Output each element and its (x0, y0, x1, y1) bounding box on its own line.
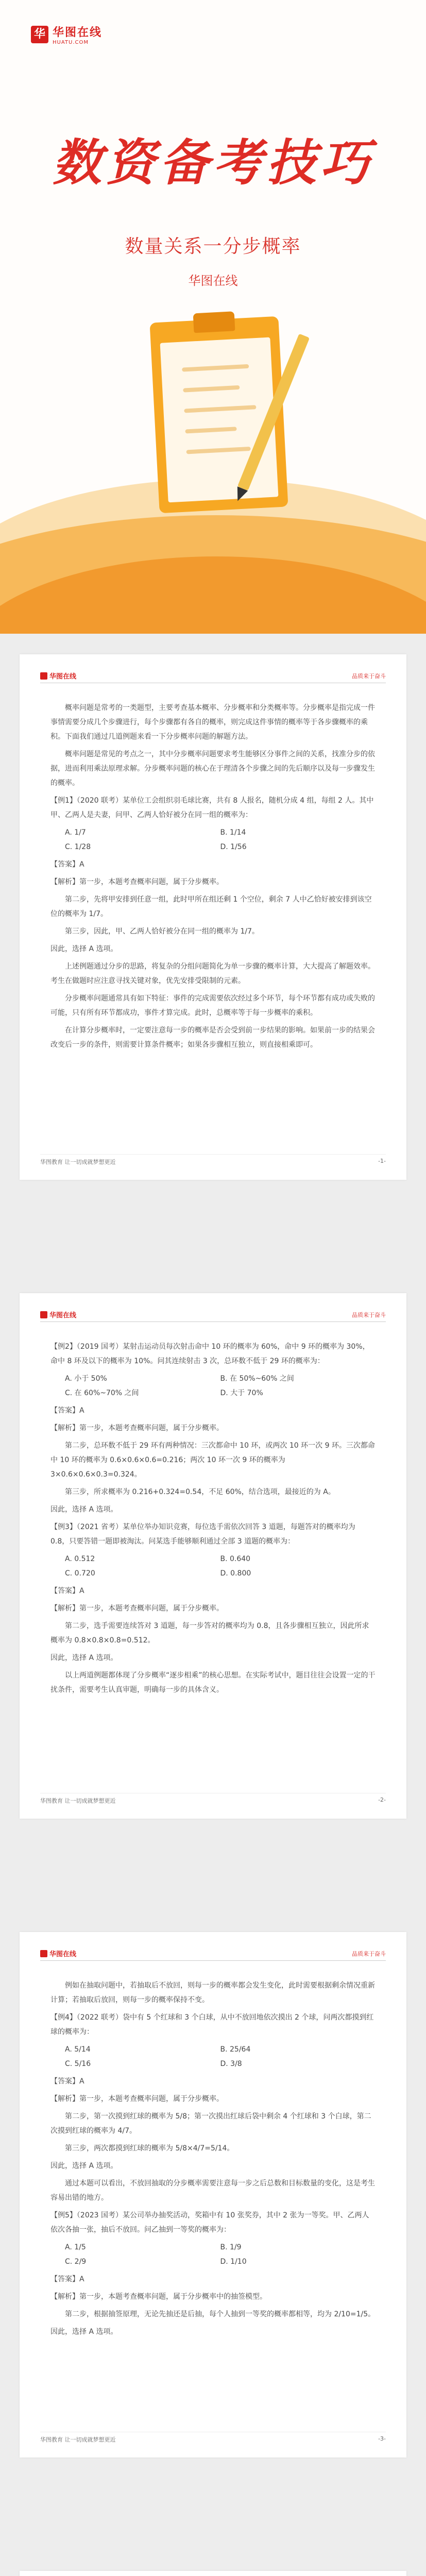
page-body (50, 701, 376, 1055)
question-line: 【例3】（2021 省考）某单位举办知识竞赛，每位选手需依次回答 3 道题，每题答对的概率均为 0.8，只要答错一题即被淘汰。问某选手能够顺利通过全部 3 道题的概率为： (50, 1523, 355, 1546)
paragraph: 上述例题通过分步的思路，将复杂的分组问题简化为单一步骤的概率计算，大大提高了解题效率。考生在做题时应注意寻找关键对象，优先安排受限制的元素。 (50, 962, 375, 985)
question-line: 因此，选择 A 选项。 (50, 2328, 118, 2336)
paragraph: 通过本题可以看出，不放回抽取的分步概率需要注意每一步之后总数和目标数量的变化，这是考生容易出错的地方。 (50, 2179, 375, 2202)
answer-option: C. 0.720 (65, 1569, 95, 1578)
question-line: 【解析】第一步，本题考查概率问题，属于分步概率中的抽签模型。 (50, 2293, 267, 2301)
answer-option: D. 3/8 (220, 2060, 242, 2068)
answer-option: A. 1/7 (65, 828, 86, 837)
page-header-logo (40, 671, 76, 681)
brand-mark-icon (40, 1311, 47, 1318)
page-body (50, 1340, 376, 1700)
page-header (40, 1309, 386, 1322)
question-line: 【答案】A (50, 1587, 84, 1595)
page-footer (40, 2432, 386, 2444)
cover-subtitle: 数量关系一分步概率 (125, 236, 301, 257)
answer-option: D. 1/56 (220, 843, 247, 851)
question-line: 【解析】第一步，本题考查概率问题，属于分步概率。 (50, 1604, 224, 1613)
question-line: 【答案】A (50, 2275, 84, 2283)
question-line: 【答案】A (50, 2077, 84, 2086)
brand-logo-mark: 华 (31, 26, 48, 43)
brand-mark-icon (40, 1950, 47, 1957)
document-page (20, 2571, 406, 2576)
page-footer-slogan: 华图教育 让一切成就梦想更近 (40, 2436, 116, 2443)
page-header-brand: 华图在线 (49, 673, 77, 681)
cover-title: 数资备考技巧 (52, 134, 374, 192)
page-header-slogan: 品质来于奋斗 (352, 1312, 386, 1318)
document-page (20, 1932, 406, 2458)
question-line: 因此，选择 A 选项。 (50, 2162, 118, 2170)
question-line: 【例5】（2023 国考）某公司举办抽奖活动，奖箱中有 10 张奖券，其中 2 张为一等奖。甲、乙两人依次各抽一张，抽后不放回。问乙抽到一等奖的概率为： (50, 2211, 369, 2234)
document-page (20, 654, 406, 1180)
answer-option: B. 在 50%~60% 之间 (220, 1375, 294, 1383)
question-line: 因此，选择 A 选项。 (50, 945, 118, 953)
page-header-logo (40, 1310, 76, 1319)
page-number: -3- (378, 2435, 386, 2442)
answer-option: D. 0.800 (220, 1569, 251, 1578)
answer-option: A. 小于 50% (65, 1375, 107, 1383)
page-header (40, 670, 386, 683)
page-number: -1- (378, 1158, 386, 1164)
paragraph: 例如在抽取问题中，若抽取后不放回，则每一步的概率都会发生变化，此时需要根据剩余情况重新计算；若抽取后放回，则每一步的概率保持不变。 (50, 1981, 375, 2004)
answer-options (50, 2042, 376, 2071)
page-footer (40, 1793, 386, 1805)
answer-option: C. 1/28 (65, 843, 91, 851)
question-line: 【答案】A (50, 1406, 84, 1415)
page-footer (40, 1154, 386, 1166)
answer-option: B. 25/64 (220, 2045, 251, 2054)
paragraph: 在计算分步概率时，一定要注意每一步的概率是否会受到前一步结果的影响。如果前一步的结果会改变后一步的条件，则需要计算条件概率；如果各步骤相互独立，则直接相乘即可。 (50, 1026, 375, 1049)
answer-option: A. 0.512 (65, 1555, 95, 1563)
brand-mark-icon (40, 672, 47, 680)
document-page (20, 1293, 406, 1819)
question-line: 因此，选择 A 选项。 (50, 1505, 118, 1514)
page-header-logo (40, 1948, 76, 1958)
cover-author: 华图在线 (188, 274, 238, 288)
paragraph: 以上两道例题都体现了分步概率“逐步相乘”的核心思想。在实际考试中，题目往往会设置一定的干扰条件，需要考生认真审题，明确每一步的具体含义。 (50, 1671, 376, 1694)
answer-option: B. 1/14 (220, 828, 246, 837)
brand-logo (31, 24, 102, 45)
question-line: 因此，选择 A 选项。 (50, 1654, 118, 1662)
paragraph: 第二步，先将甲安排到任意一组，此时甲所在组还剩 1 个空位，剩余 7 人中乙恰好被安排到该空位的概率为 1/7。 (50, 895, 372, 918)
question-line: 【例1】（2020 联考）某单位工会组织羽毛球比赛，共有 8 人报名，随机分成 4 组，每组 2 人。其中甲、乙两人是夫妻，问甲、乙两人恰好被分在同一组的概率为： (50, 796, 374, 819)
page-header (40, 1947, 386, 1961)
answer-options (50, 2240, 376, 2269)
answer-option: A. 5/14 (65, 2045, 91, 2054)
page-footer-slogan: 华图教育 让一切成就梦想更近 (40, 1798, 116, 1804)
question-line: 【答案】A (50, 860, 84, 869)
paragraph: 第三步，所求概率为 0.216+0.324=0.54，不足 60%，结合选项，最接近的为 A。 (65, 1488, 335, 1496)
answer-option: A. 1/5 (65, 2243, 86, 2251)
answer-option: B. 0.640 (220, 1555, 251, 1563)
answer-option: D. 大于 70% (220, 1389, 263, 1397)
paragraph: 分步概率问题通常具有如下特征：事件的完成需要依次经过多个环节，每个环节都有成功或失败的可能，只有所有环节都成功，事件才算完成。此时，总概率等于每一步概率的乘积。 (50, 994, 375, 1017)
answer-option: C. 5/16 (65, 2060, 91, 2068)
cover-banner (0, 0, 426, 634)
answer-option: C. 在 60%~70% 之间 (65, 1389, 139, 1397)
paragraph: 第二步，选手需要连续答对 3 道题，每一步答对的概率均为 0.8，且各步骤相互独立，因此所求概率为 0.8×0.8×0.8=0.512。 (50, 1622, 369, 1645)
question-line: 【例4】（2022 联考）袋中有 5 个红球和 3 个白球，从中不放回地依次摸出 2 个球，问两次都摸到红球的概率为： (50, 2013, 374, 2036)
answer-options (50, 1371, 376, 1400)
paragraph: 概率问题是常考的一类题型，主要考查基本概率、分步概率和分类概率等。分步概率是指完成一件事情需要分成几个步骤进行，每个步骤都有各自的概率，则完成这件事情的概率等于各步骤概率的乘积。下面我们通过几道例题来看一下分步概率问题的解题方法。 (50, 704, 375, 741)
page-header-brand: 华图在线 (49, 1312, 77, 1319)
page-number: -2- (378, 1797, 386, 1803)
answer-option: D. 1/10 (220, 2258, 247, 2266)
brand-logo-cn: 华图在线 (53, 26, 103, 39)
page-body (50, 1978, 376, 2342)
question-line: 【解析】第一步，本题考查概率问题，属于分步概率。 (50, 2095, 224, 2103)
question-line: 【例2】（2019 国考）某射击运动员每次射击命中 10 环的概率为 60%，命中 9 环的概率为 30%，命中 8 环及以下的概率为 10%。问其连续射击 3 次，总环数不低于 29 环的概率为： (50, 1343, 370, 1365)
paragraph: 概率问题是常见的考点之一，其中分步概率问题要求考生能够区分事件之间的关系，找准分步的依据，进而利用乘法原理求解。分步概率问题的核心在于理清各个步骤之间的先后顺序以及每一步骤发生的概率。 (50, 750, 375, 787)
answer-option: B. 1/9 (220, 2243, 242, 2251)
brand-logo-en: HUATU.COM (53, 40, 89, 45)
paragraph: 第二步，第一次摸到红球的概率为 5/8；第一次摸出红球后袋中剩余 4 个红球和 3 个白球，第二次摸到红球的概率为 4/7。 (50, 2112, 371, 2135)
paragraph: 第二步，总环数不低于 29 环有两种情况：三次都命中 10 环，或两次 10 环一次 9 环。三次都命中 10 环的概率为 0.6×0.6×0.6=0.216；两次 10 环一次 9 环的概率为 3×0.6×0.6×0.3=0.324。 (50, 1442, 375, 1479)
page-header-slogan: 品质来于奋斗 (352, 673, 386, 680)
question-line: 【解析】第一步，本题考查概率问题，属于分步概率。 (50, 1424, 224, 1432)
page-footer-slogan: 华图教育 让一切成就梦想更近 (40, 1159, 116, 1165)
paragraph: 第二步，根据抽签原理，无论先抽还是后抽，每个人抽到一等奖的概率都相等，均为 2/10=1/5。 (65, 2310, 376, 2318)
answer-options (50, 1552, 376, 1581)
page-header-slogan: 品质来于奋斗 (352, 1951, 386, 1957)
paragraph: 第三步，因此，甲、乙两人恰好被分在同一组的概率为 1/7。 (65, 927, 259, 936)
page-header-brand: 华图在线 (49, 1951, 77, 1958)
paragraph: 第三步，两次都摸到红球的概率为 5/8×4/7=5/14。 (65, 2144, 234, 2153)
answer-options (50, 825, 376, 854)
answer-option: C. 2/9 (65, 2258, 87, 2266)
question-line: 【解析】第一步，本题考查概率问题，属于分步概率。 (50, 878, 224, 886)
